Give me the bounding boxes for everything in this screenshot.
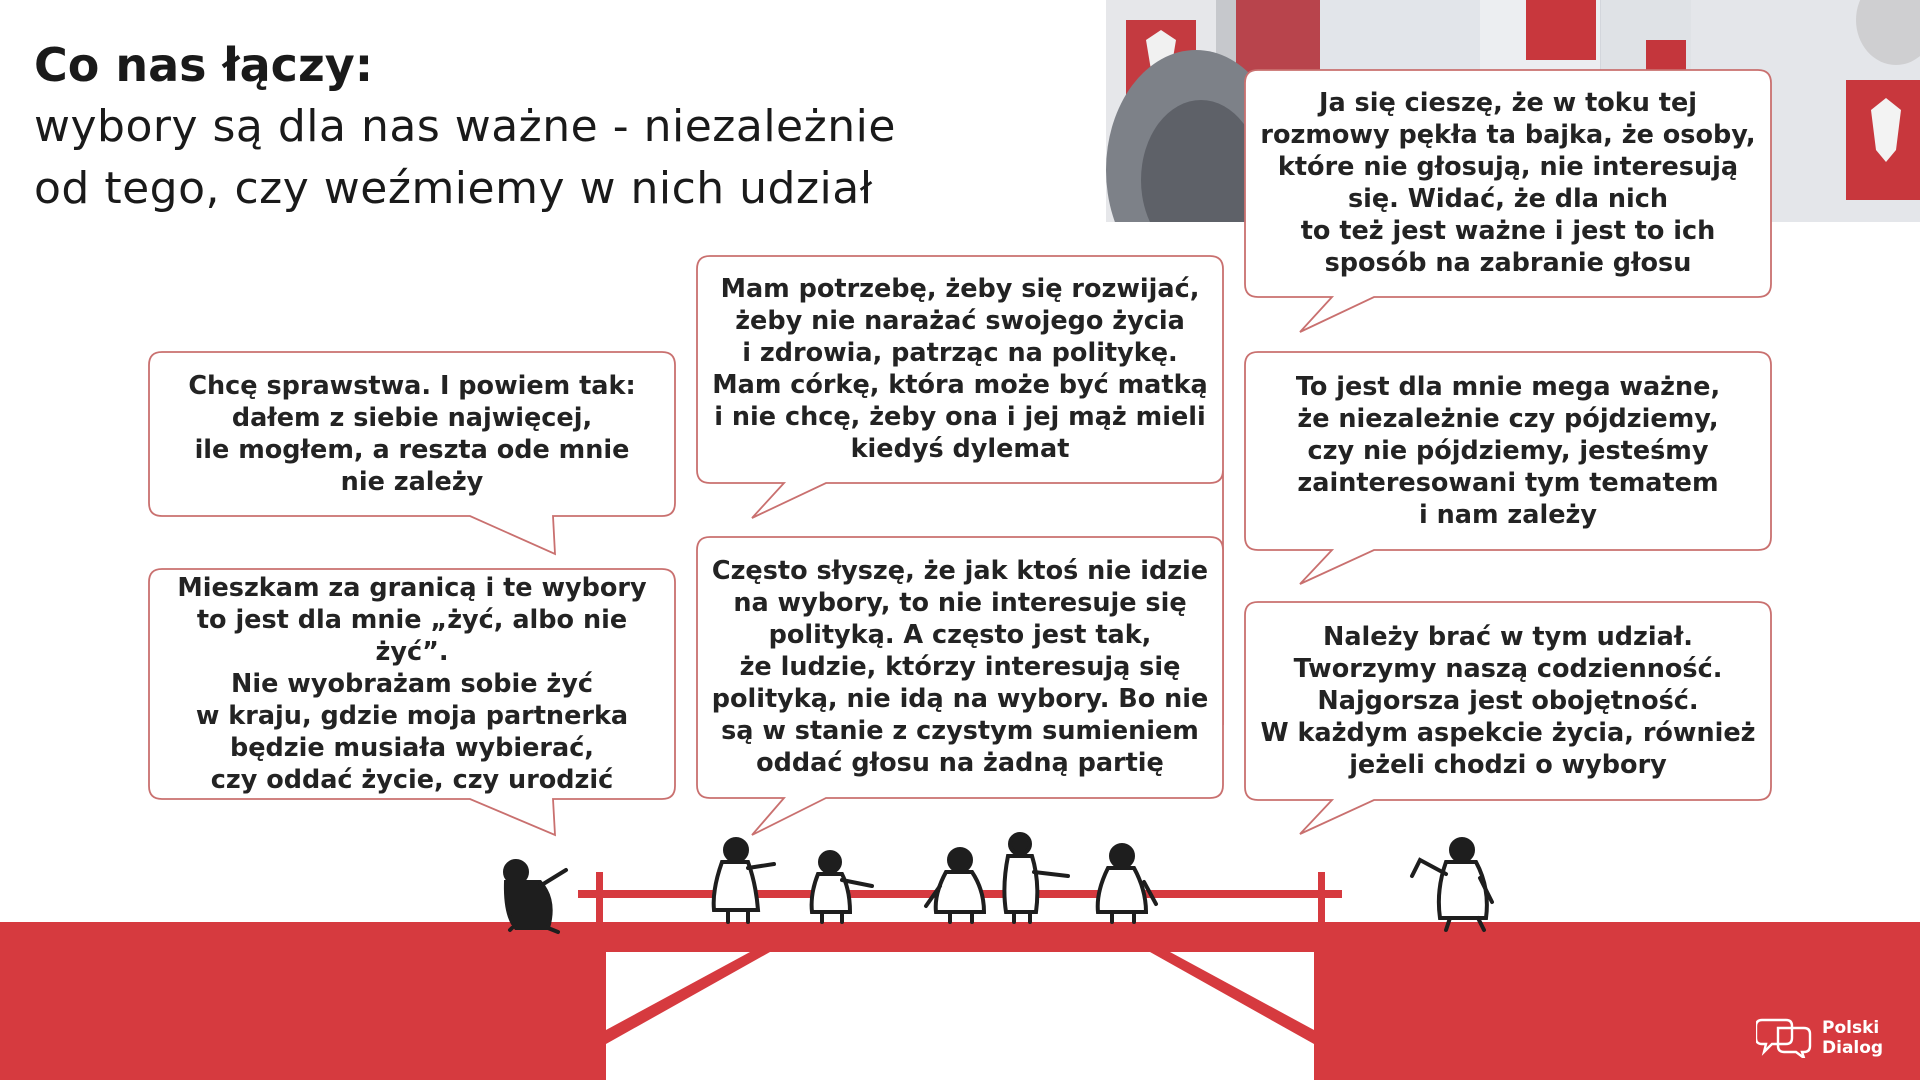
slide-subtitle: wybory są dla nas ważne - niezależnie od tego, czy weźmiemy w nich udział bbox=[34, 101, 896, 214]
person-figure bbox=[714, 839, 774, 922]
person-figure bbox=[926, 849, 984, 922]
person-figure bbox=[812, 852, 872, 922]
quote-bubble bbox=[1244, 601, 1772, 835]
person-figure bbox=[1412, 839, 1492, 930]
quote-text: Często słyszę, że jak ktoś nie idzie na wybory, to nie interesuje się polityką. A często jest tak, że ludzie, którzy interesują się polityką, nie idą na wybory. Bo nie są w stanie z czystym sumieniem oddać głosu na żadną partię bbox=[711, 556, 1209, 778]
quote-text: Mam potrzebę, żeby się rozwijać, żeby nie narażać swojego życia i zdrowia, patrząc na politykę. Mam córkę, która może być matką i nie chcę, żeby ona i jej mąż mieli kiedyś dylemat bbox=[712, 274, 1208, 464]
bridge-with-people bbox=[0, 820, 1920, 1080]
quote-text: Ja się cieszę, że w toku tej rozmowy pękła ta bajka, że osoby, które nie głosują, nie interesują się. Widać, że dla nich to też jest ważne i jest to ich sposób na zabranie głosu bbox=[1260, 88, 1756, 278]
logo-text bbox=[1822, 1018, 1883, 1058]
bridge-illustration bbox=[0, 820, 1920, 1080]
quote-bubble bbox=[148, 568, 676, 836]
quote-bubble bbox=[1244, 69, 1772, 333]
quote-text: Należy brać w tym udział. Tworzymy naszą codzienność. Najgorsza jest obojętność. W każdym aspekcie życia, również jeżeli chodzi o wybory bbox=[1260, 621, 1756, 780]
quote-bubble bbox=[1244, 351, 1772, 585]
slide-title: Co nas łączy: bbox=[34, 38, 374, 92]
person-figure bbox=[1098, 845, 1156, 922]
logo-line-2: Dialog bbox=[1822, 1038, 1884, 1058]
person-figure bbox=[505, 861, 566, 932]
quote-text: Mieszkam za granicą i te wybory to jest dla mnie „żyć, albo nie żyć”. Nie wyobrażam sobie żyć w kraju, gdzie moja partnerka będzie musiała wybierać, czy oddać życie, czy urodzić bbox=[177, 572, 647, 795]
polski-dialog-logo bbox=[1756, 1014, 1896, 1060]
quote-text: To jest dla mnie mega ważne, że niezależnie czy pójdziemy, czy nie pójdziemy, jesteśmy zainteresowani tym tematem i nam zależy bbox=[1295, 371, 1721, 530]
logo-line-1: Polski bbox=[1822, 1018, 1880, 1038]
quote-text: Chcę sprawstwa. I powiem tak: dałem z siebie najwięcej, ile mogłem, a reszta ode mnie nie zależy bbox=[188, 370, 636, 497]
quote-bubble bbox=[696, 536, 1224, 836]
quote-bubble bbox=[696, 255, 1224, 519]
speech-bubbles-icon bbox=[1756, 1014, 1812, 1058]
quote-bubble bbox=[148, 351, 676, 555]
person-figure bbox=[1004, 834, 1068, 922]
slide-heading bbox=[34, 34, 1074, 220]
